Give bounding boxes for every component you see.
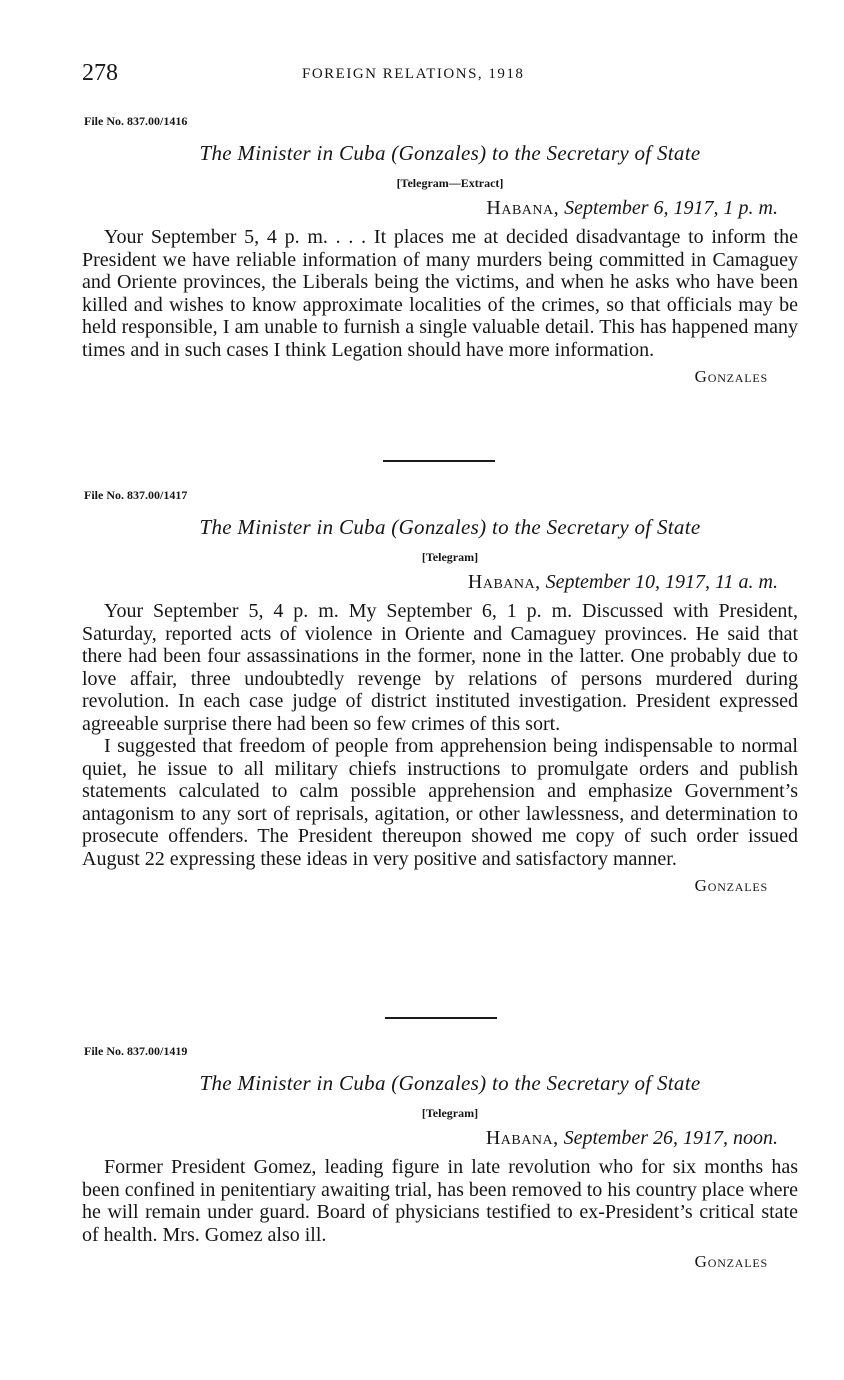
document-heading: The Minister in Cuba (Gonzales) to the Secretary of State: [199, 141, 701, 165]
dateline-date: September 6, 1917, 1 p. m.: [564, 197, 778, 219]
signature: Gonzales: [694, 1252, 768, 1271]
document-entry-1419: [82, 1044, 798, 1272]
dateline-place: Habana,: [485, 1127, 559, 1149]
document-heading: The Minister in Cuba (Gonzales) to the Secretary of State: [199, 515, 701, 539]
running-head: [82, 60, 782, 90]
section-divider: [383, 460, 495, 462]
body-paragraph: Former President Gomez, leading figure in late revolution who for six months has been confined in penitentiary awaiting trial, has been removed to his country place where he will remain under guard. Board of physicians testified to ex-President’s critical state of health. Mrs. Gomez also ill.: [82, 1156, 798, 1246]
dateline: [82, 197, 778, 220]
dateline-place: Habana,: [486, 197, 560, 219]
document-type: [Telegram]: [421, 1106, 479, 1120]
file-number: File No. 837.00/1419: [84, 1044, 188, 1058]
document-entry-1416: [82, 114, 798, 387]
dateline-date: September 26, 1917, noon.: [563, 1127, 778, 1149]
dateline-date: September 10, 1917, 11 a. m.: [545, 571, 778, 593]
dateline-place: Habana,: [467, 571, 541, 593]
body-paragraph: Your September 5, 4 p. m. My September 6, 1 p. m. Discussed with President, Saturday, reported acts of violence in Oriente and Camaguey provinces. He said that there had been four assassinations in the former, none in the latter. One probably due to love affair, three undoubtedly revenge by relations of persons murdered during revolution. In each case judge of district instituted investigation. President expressed agreeable surprise there had been so few crimes of this sort.: [82, 600, 798, 735]
signature: Gonzales: [694, 367, 768, 386]
body-paragraph: Your September 5, 4 p. m. . . . It places me at decided disadvantage to inform the President we have reliable information of many murders being committed in Camaguey and Oriente provinces, the Liberals being the victims, and when he asks who have been killed and wishes to know approximate localities of the crimes, so that officials may be held responsible, I am unable to furnish a single valuable detail. This has happened many times and in such cases I think Legation should have more information.: [82, 226, 798, 361]
section-divider: [385, 1017, 497, 1019]
running-title: FOREIGN RELATIONS, 1918: [302, 66, 525, 82]
file-number: File No. 837.00/1417: [84, 488, 188, 502]
signature: Gonzales: [694, 876, 768, 895]
document-heading: The Minister in Cuba (Gonzales) to the Secretary of State: [199, 1071, 701, 1095]
page-number: 278: [82, 60, 118, 86]
document-type: [Telegram]: [421, 550, 479, 564]
dateline: [82, 1127, 778, 1150]
body-paragraph: I suggested that freedom of people from apprehension being indispensable to normal quiet, he issue to all military chiefs instructions to promulgate orders and publish statements calculated to calm possible apprehension and emphasize Government’s antagonism to any sort of reprisals, agitation, or other lawlessness, and determination to prosecute offenders. The President thereupon showed me copy of such order issued August 22 expressing these ideas in very positive and satisfactory manner.: [82, 735, 798, 870]
dateline: [82, 571, 778, 594]
document-entry-1417: [82, 488, 798, 896]
document-type: [Telegram—Extract]: [396, 176, 504, 190]
file-number: File No. 837.00/1416: [84, 114, 188, 128]
